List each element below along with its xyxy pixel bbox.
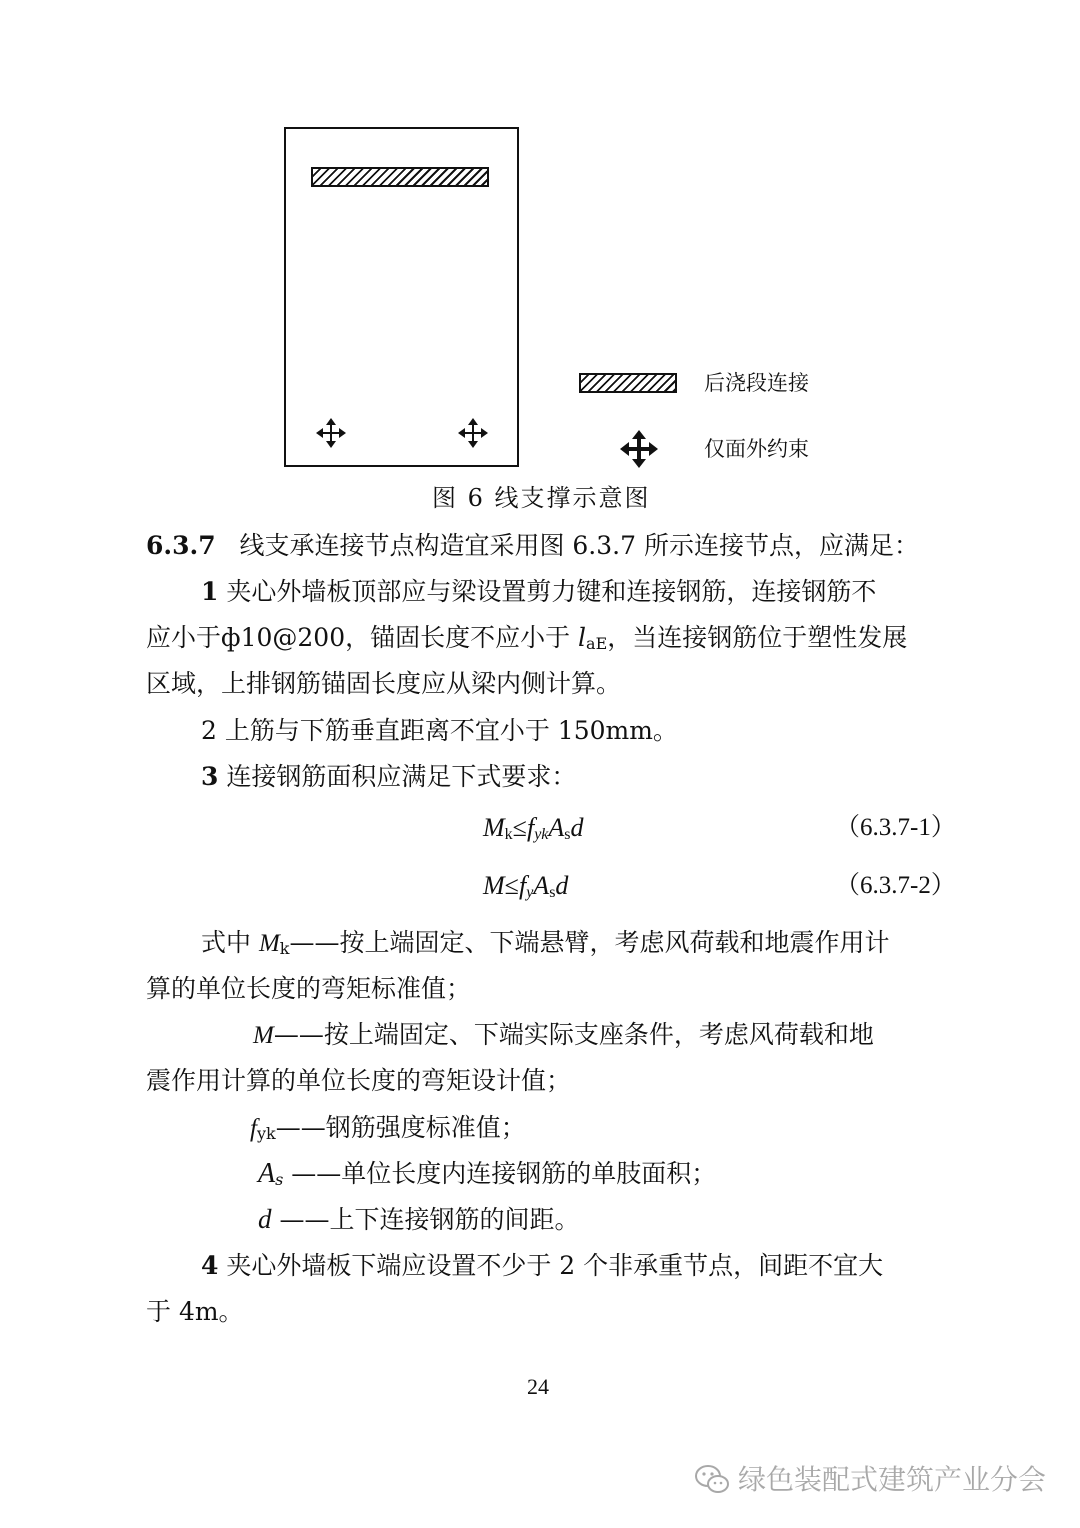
where-as: $A_s$ ——单位长度内连接钢筋的单肢面积；	[258, 1158, 717, 1189]
item-number: 2	[201, 716, 217, 745]
watermark-text: 绿色装配式建筑产业分会	[738, 1463, 1047, 1496]
wechat-icon	[694, 1464, 730, 1496]
four-way-arrow-icon	[316, 418, 346, 448]
legend-hatch-swatch	[579, 373, 677, 393]
post-cast-connection-strip	[311, 167, 489, 187]
symbol-subscript: aE	[586, 634, 608, 653]
item-number: 1	[201, 577, 219, 606]
item-text: 上筋与下筋垂直距离不宜小于 150mm。	[224, 716, 678, 745]
section-heading	[146, 522, 919, 569]
item-2	[201, 707, 678, 754]
where-fyk: $f_{yk}——$钢筋强度标准值；	[250, 1113, 526, 1143]
formula-number-2: （6.3.7-2）	[835, 872, 956, 899]
item-text: 夹心外墙板顶部应与梁设置剪力键和连接钢筋，连接钢筋不	[226, 577, 877, 606]
where-d: d ——上下连接钢筋的间距。	[258, 1204, 580, 1234]
item-text: 于 4m。	[146, 1297, 244, 1326]
item-text: 区域，上排钢筋锚固长度应从梁内侧计算。	[146, 669, 622, 698]
item-1-line-1	[201, 568, 876, 615]
item-number: 3	[201, 762, 219, 791]
section-number: 6.3.7	[146, 531, 216, 560]
four-way-arrow-icon	[620, 430, 658, 468]
section-text: 线支承连接节点构造宜采用图 6.3.7 所示连接节点，应满足：	[239, 531, 919, 560]
formula-6-3-7-2: $M\le f_yA_sd$	[483, 871, 569, 901]
legend-post-cast-label: 后浇段连接	[704, 371, 809, 395]
item-1-line-3	[146, 660, 621, 707]
formula-number-1: （6.3.7-1）	[835, 814, 956, 841]
symbol-l: l	[578, 623, 587, 652]
where-m-line-1: M——按上端固定、下端实际支座条件，考虑风荷载和地	[253, 1020, 874, 1049]
where-mk-line-2: 算的单位长度的弯矩标准值；	[146, 974, 472, 1003]
formula-6-3-7-1: $M_k\le f_{yk}A_sd$	[483, 813, 584, 843]
item-text: ，当连接钢筋位于塑性发展	[607, 623, 908, 652]
item-4-line-1	[201, 1242, 883, 1289]
item-text: 连接钢筋面积应满足下式要求：	[226, 762, 577, 791]
item-text: 夹心外墙板下端应设置不少于 2 个非承重节点，间距不宜大	[226, 1251, 884, 1280]
item-4-line-2	[146, 1288, 244, 1335]
page-number: 24	[527, 1374, 549, 1399]
item-text: 应小于ф10@200，锚固长度不应小于	[146, 623, 579, 652]
legend-out-of-plane-label: 仅面外约束	[704, 437, 809, 461]
item-3	[201, 753, 576, 800]
where-m-line-2: 震作用计算的单位长度的弯矩设计值；	[146, 1066, 572, 1095]
where-mk-line-1: 式中 $M_k——$按上端固定、下端悬臂，考虑风荷载和地震作用计	[201, 928, 890, 958]
item-number: 4	[201, 1251, 219, 1280]
figure-caption: 图 6 线支撑示意图	[432, 484, 651, 512]
four-way-arrow-icon	[458, 418, 488, 448]
